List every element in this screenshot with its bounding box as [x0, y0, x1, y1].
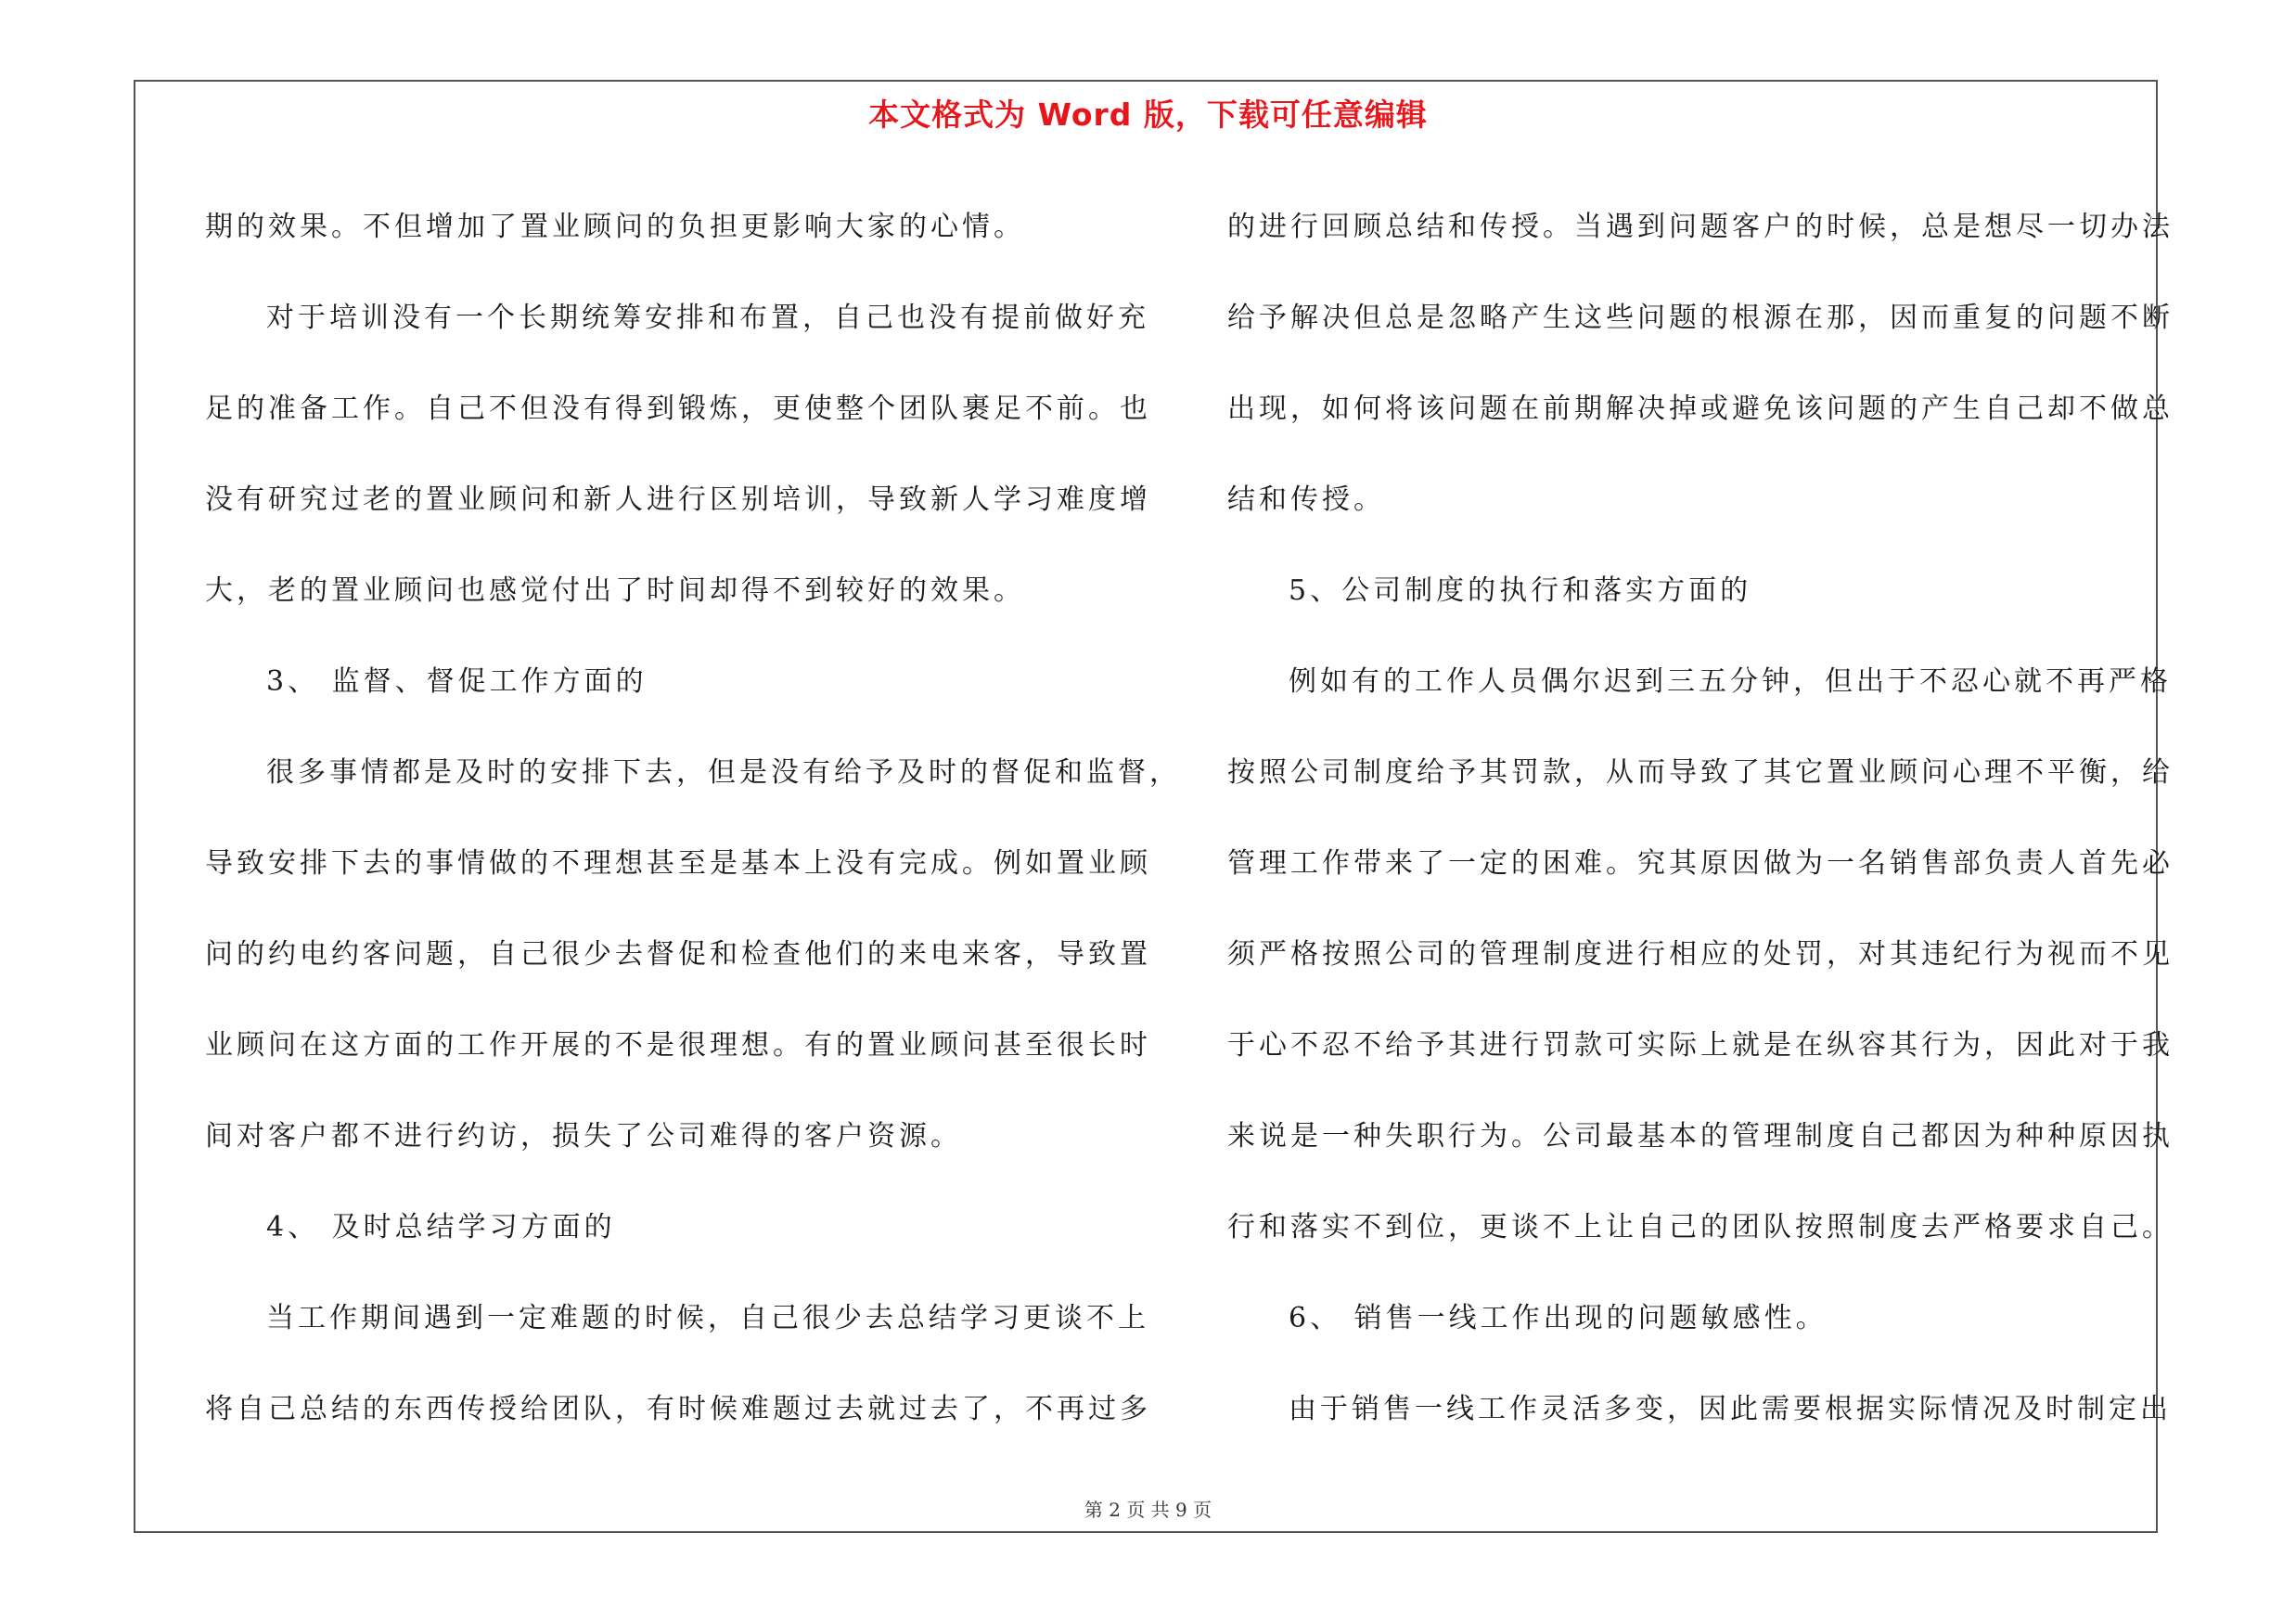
text-line: 很多事情都是及时的安排下去，但是没有给予及时的督促和监督，: [266, 756, 1181, 789]
text-line: 将自己总结的东西传授给团队，有时候难题过去就过去了，不再过多: [205, 1393, 1151, 1425]
text-line: 导致安排下去的事情做的不理想甚至是基本上没有完成。例如置业顾: [205, 847, 1151, 880]
text-line: 6、 销售一线工作出现的问题敏感性。: [1289, 1302, 1828, 1334]
text-line: 期的效果。不但增加了置业顾问的负担更影响大家的心情。: [205, 211, 1025, 243]
left-text-column: [205, 182, 1181, 1455]
text-line: 的进行回顾总结和传授。当遇到问题客户的时候，总是想尽一切办法: [1227, 211, 2174, 243]
text-line: 于心不忍不给予其进行罚款可实际上就是在纵容其行为，因此对于我: [1227, 1029, 2174, 1062]
text-line: 大，老的置业顾问也感觉付出了时间却得不到较好的效果。: [205, 574, 1025, 607]
text-line: 业顾问在这方面的工作开展的不是很理想。有的置业顾问甚至很长时: [205, 1029, 1151, 1062]
right-text-column: [1227, 182, 2174, 1455]
page-number-footer: 第 2 页 共 9 页: [1084, 1499, 1212, 1521]
text-line: 3、 监督、督促工作方面的: [266, 665, 648, 698]
text-line: 没有研究过老的置业顾问和新人进行区别培训，导致新人学习难度增: [205, 483, 1151, 516]
text-line: 问的约电约客问题，自己很少去督促和检查他们的来电来客，导致置: [205, 938, 1151, 971]
text-line: 对于培训没有一个长期统筹安排和布置，自己也没有提前做好充: [266, 302, 1149, 334]
text-line: 须严格按照公司的管理制度进行相应的处罚，对其违纪行为视而不见: [1227, 938, 2174, 971]
text-line: 当工作期间遇到一定难题的时候，自己很少去总结学习更谈不上: [266, 1302, 1149, 1334]
text-line: 来说是一种失职行为。公司最基本的管理制度自己都因为种种原因执: [1227, 1120, 2174, 1153]
text-line: 由于销售一线工作灵活多变，因此需要根据实际情况及时制定出: [1289, 1393, 2172, 1425]
text-line: 结和传授。: [1227, 483, 1385, 516]
text-line: 例如有的工作人员偶尔迟到三五分钟，但出于不忍心就不再严格: [1289, 665, 2172, 698]
text-line: 给予解决但总是忽略产生这些问题的根源在那，因而重复的问题不断: [1227, 302, 2174, 334]
text-line: 间对客户都不进行约访，损失了公司难得的客户资源。: [205, 1120, 962, 1153]
text-line: 按照公司制度给予其罚款，从而导致了其它置业顾问心理不平衡，给: [1227, 756, 2174, 789]
text-line: 足的准备工作。自己不但没有得到锻炼，更使整个团队裹足不前。也: [205, 393, 1151, 425]
text-line: 管理工作带来了一定的困难。究其原因做为一名销售部负责人首先必: [1227, 847, 2174, 880]
text-line: 4、 及时总结学习方面的: [266, 1211, 616, 1243]
format-banner: 本文格式为 Word 版，下载可任意编辑: [868, 97, 1428, 133]
text-line: 5、公司制度的执行和落实方面的: [1289, 574, 1752, 607]
text-line: 行和落实不到位，更谈不上让自己的团队按照制度去严格要求自己。: [1227, 1211, 2174, 1243]
text-line: 出现，如何将该问题在前期解决掉或避免该问题的产生自己却不做总: [1227, 393, 2174, 425]
